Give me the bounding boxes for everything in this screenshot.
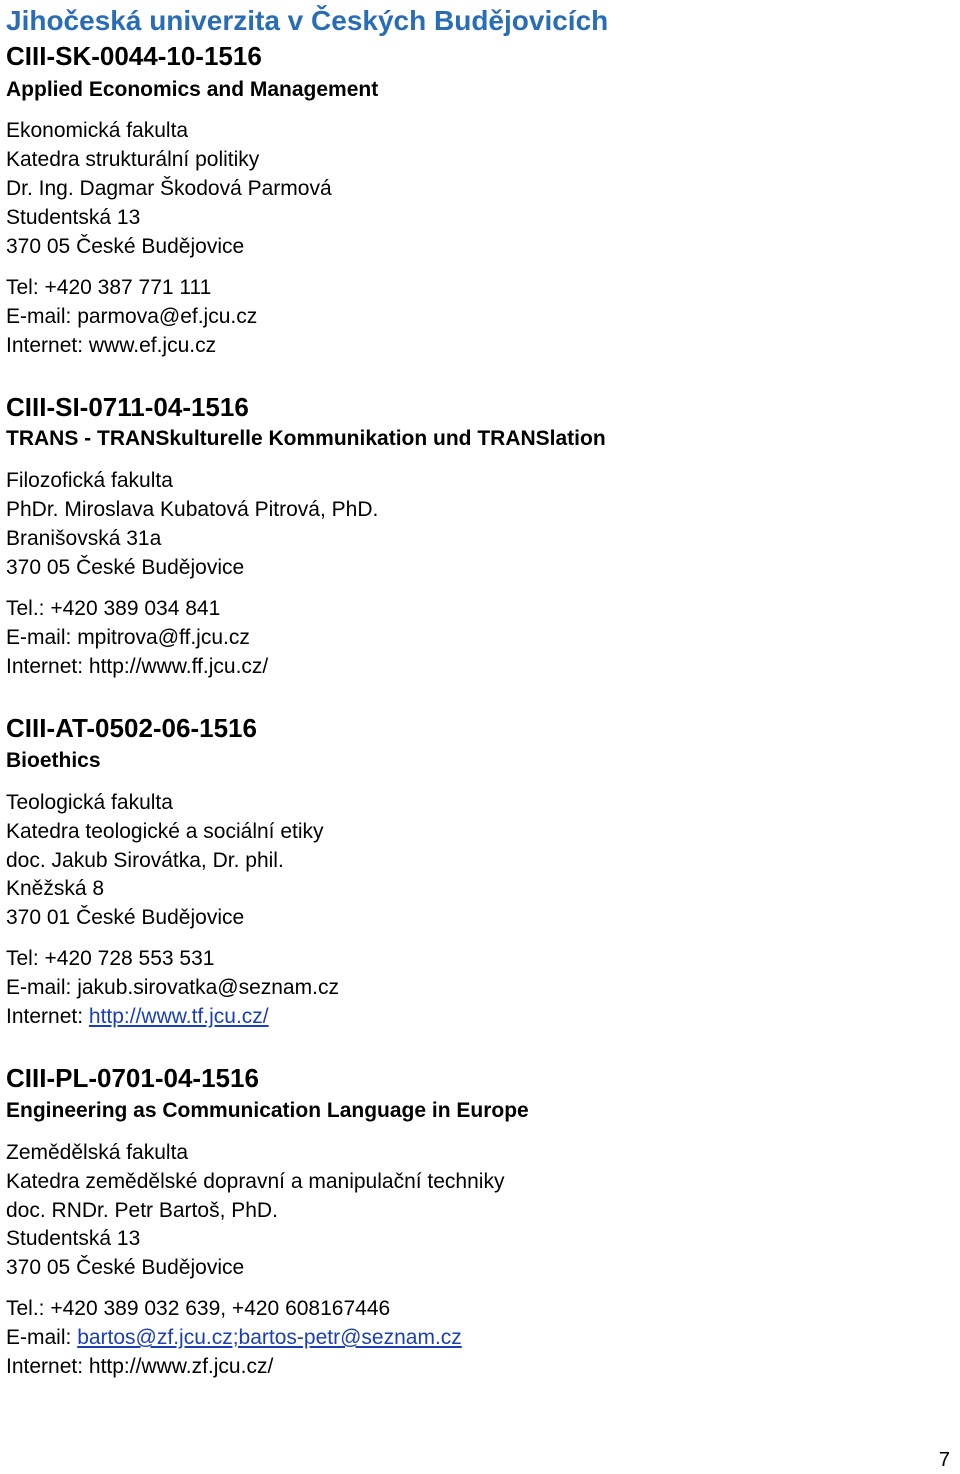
website-value: http://www.ff.jcu.cz/ [88,655,269,678]
department: Katedra zemědělské dopravní a manipulační techniky [6,1170,505,1193]
faculty: Zemědělská fakulta [6,1141,189,1164]
website-value: www.ef.jcu.cz [88,334,217,357]
faculty: Ekonomická fakulta [6,119,189,142]
program-title: Applied Economics and Management [6,78,379,101]
program-title: Bioethics [6,749,101,772]
email-line [6,625,250,651]
contact-person: doc. RNDr. Petr Bartoš, PhD. [6,1199,278,1222]
faculty: Teologická fakulta [6,791,173,814]
program-code: CIII-SK-0044-10-1516 [6,41,262,71]
program-code: CIII-AT-0502-06-1516 [6,713,257,743]
email-value: mpitrova@ff.jcu.cz [77,626,250,649]
city-address: 370 01 České Budějovice [6,906,245,929]
city-address: 370 05 České Budějovice [6,1256,245,1279]
department: Katedra strukturální politiky [6,148,260,171]
email-label: E-mail: [6,305,78,328]
street-address: Studentská 13 [6,206,141,229]
email-line [6,304,257,330]
contact-person: Dr. Ing. Dagmar Škodová Parmová [6,177,332,200]
email-label: E-mail: [6,626,78,649]
website-line [6,654,268,680]
website-label: Internet: [6,334,89,357]
telephone: Tel: +420 728 553 531 [6,947,215,970]
university-title: Jihočeská univerzita v Českých Budějovicích [6,5,609,36]
program-code: CIII-SI-0711-04-1516 [6,392,249,422]
email-line [6,975,339,1001]
email-value: parmova@ef.jcu.cz [77,305,258,328]
program-title: TRANS - TRANSkulturelle Kommunikation und TRANSlation [6,427,606,450]
program-code: CIII-PL-0701-04-1516 [6,1063,259,1093]
telephone: Tel.: +420 389 032 639, +420 608167446 [6,1297,391,1320]
department: Katedra teologické a sociální etiky [6,820,324,843]
program-title: Engineering as Communication Language in Europe [6,1099,529,1122]
email-label: E-mail: [6,1326,78,1349]
street-address: Studentská 13 [6,1227,141,1250]
website-line [6,1354,273,1380]
website-line [6,1004,269,1030]
telephone: Tel.: +420 389 034 841 [6,597,221,620]
email-value: jakub.sirovatka@seznam.cz [77,976,339,999]
city-address: 370 05 České Budějovice [6,556,245,579]
street-address: Branišovská 31a [6,527,162,550]
website-link[interactable]: http://www.tf.jcu.cz/ [88,1005,269,1028]
page-number: 7 [938,1449,950,1471]
email-line [6,1325,462,1351]
city-address: 370 05 České Budějovice [6,235,245,258]
faculty: Filozofická fakulta [6,469,173,492]
telephone: Tel: +420 387 771 111 [6,276,212,299]
email-label: E-mail: [6,976,78,999]
website-label: Internet: [6,1355,89,1378]
email-link[interactable]: bartos@zf.jcu.cz;bartos-petr@seznam.cz [77,1326,462,1349]
street-address: Kněžská 8 [6,877,105,900]
contact-person: doc. Jakub Sirovátka, Dr. phil. [6,849,284,872]
website-line [6,333,216,359]
website-value: http://www.zf.jcu.cz/ [88,1355,274,1378]
contact-person: PhDr. Miroslava Kubatová Pitrová, PhD. [6,498,379,521]
website-label: Internet: [6,655,89,678]
website-label: Internet: [6,1005,89,1028]
